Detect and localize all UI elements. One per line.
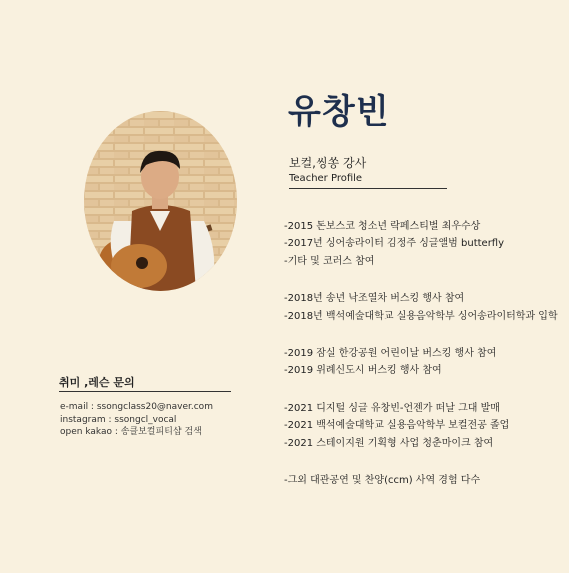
career-item: -2015 돈보스코 청소년 락페스티벌 최우수상 <box>284 221 481 232</box>
teacher-role: 보컬,씽쏭 강사 <box>289 156 367 170</box>
header-divider <box>289 188 447 189</box>
contact-info <box>60 401 213 439</box>
career-item: -기타 및 코러스 참여 <box>284 255 375 267</box>
career-item: -2021 스테이지원 기획형 사업 청춘마이크 참여 <box>284 437 494 449</box>
teacher-profile-label: Teacher Profile <box>289 173 363 184</box>
contact-kakao: open kakao : 송클보컬피티샵 검색 <box>60 427 202 438</box>
career-group-2018 <box>284 290 566 325</box>
career-group-2019 <box>284 345 566 380</box>
contact-email: e-mail : ssongclass20@naver.com <box>60 402 213 412</box>
career-group-other <box>284 472 566 489</box>
career-item: -2019 위례신도시 버스킹 행사 참여 <box>284 365 442 377</box>
profile-photo-illustration <box>84 111 237 291</box>
career-item: -2017년 싱어송라이터 김정주 싱글앨범 butterfly <box>284 238 505 250</box>
career-item: -2019 잠실 한강공원 어린이날 버스킹 행사 참여 <box>284 348 497 360</box>
contact-instagram: instagram : ssongcl_vocal <box>60 414 177 425</box>
career-list <box>284 218 566 509</box>
teacher-name: 유창빈 <box>288 92 390 132</box>
career-group-2021 <box>284 400 566 452</box>
profile-photo <box>84 111 237 291</box>
career-item: -2021 백석예술대학교 실용음악학부 보컬전공 졸업 <box>284 420 510 432</box>
career-item: -2021 디지털 싱글 유창빈-언젠가 떠날 그대 발매 <box>284 402 500 414</box>
career-item: -2018년 송년 낙조열차 버스킹 행사 참여 <box>284 293 465 305</box>
career-item: -그외 대관공연 및 찬양(ccm) 사역 경험 다수 <box>284 475 481 487</box>
contact-title: 취미 ,레슨 문의 <box>59 376 135 389</box>
contact-divider <box>59 391 231 392</box>
career-group-2015-2017 <box>284 218 566 270</box>
career-item: -2018년 백석예술대학교 실용음악학부 싱어송라이터학과 입학 <box>284 310 558 322</box>
